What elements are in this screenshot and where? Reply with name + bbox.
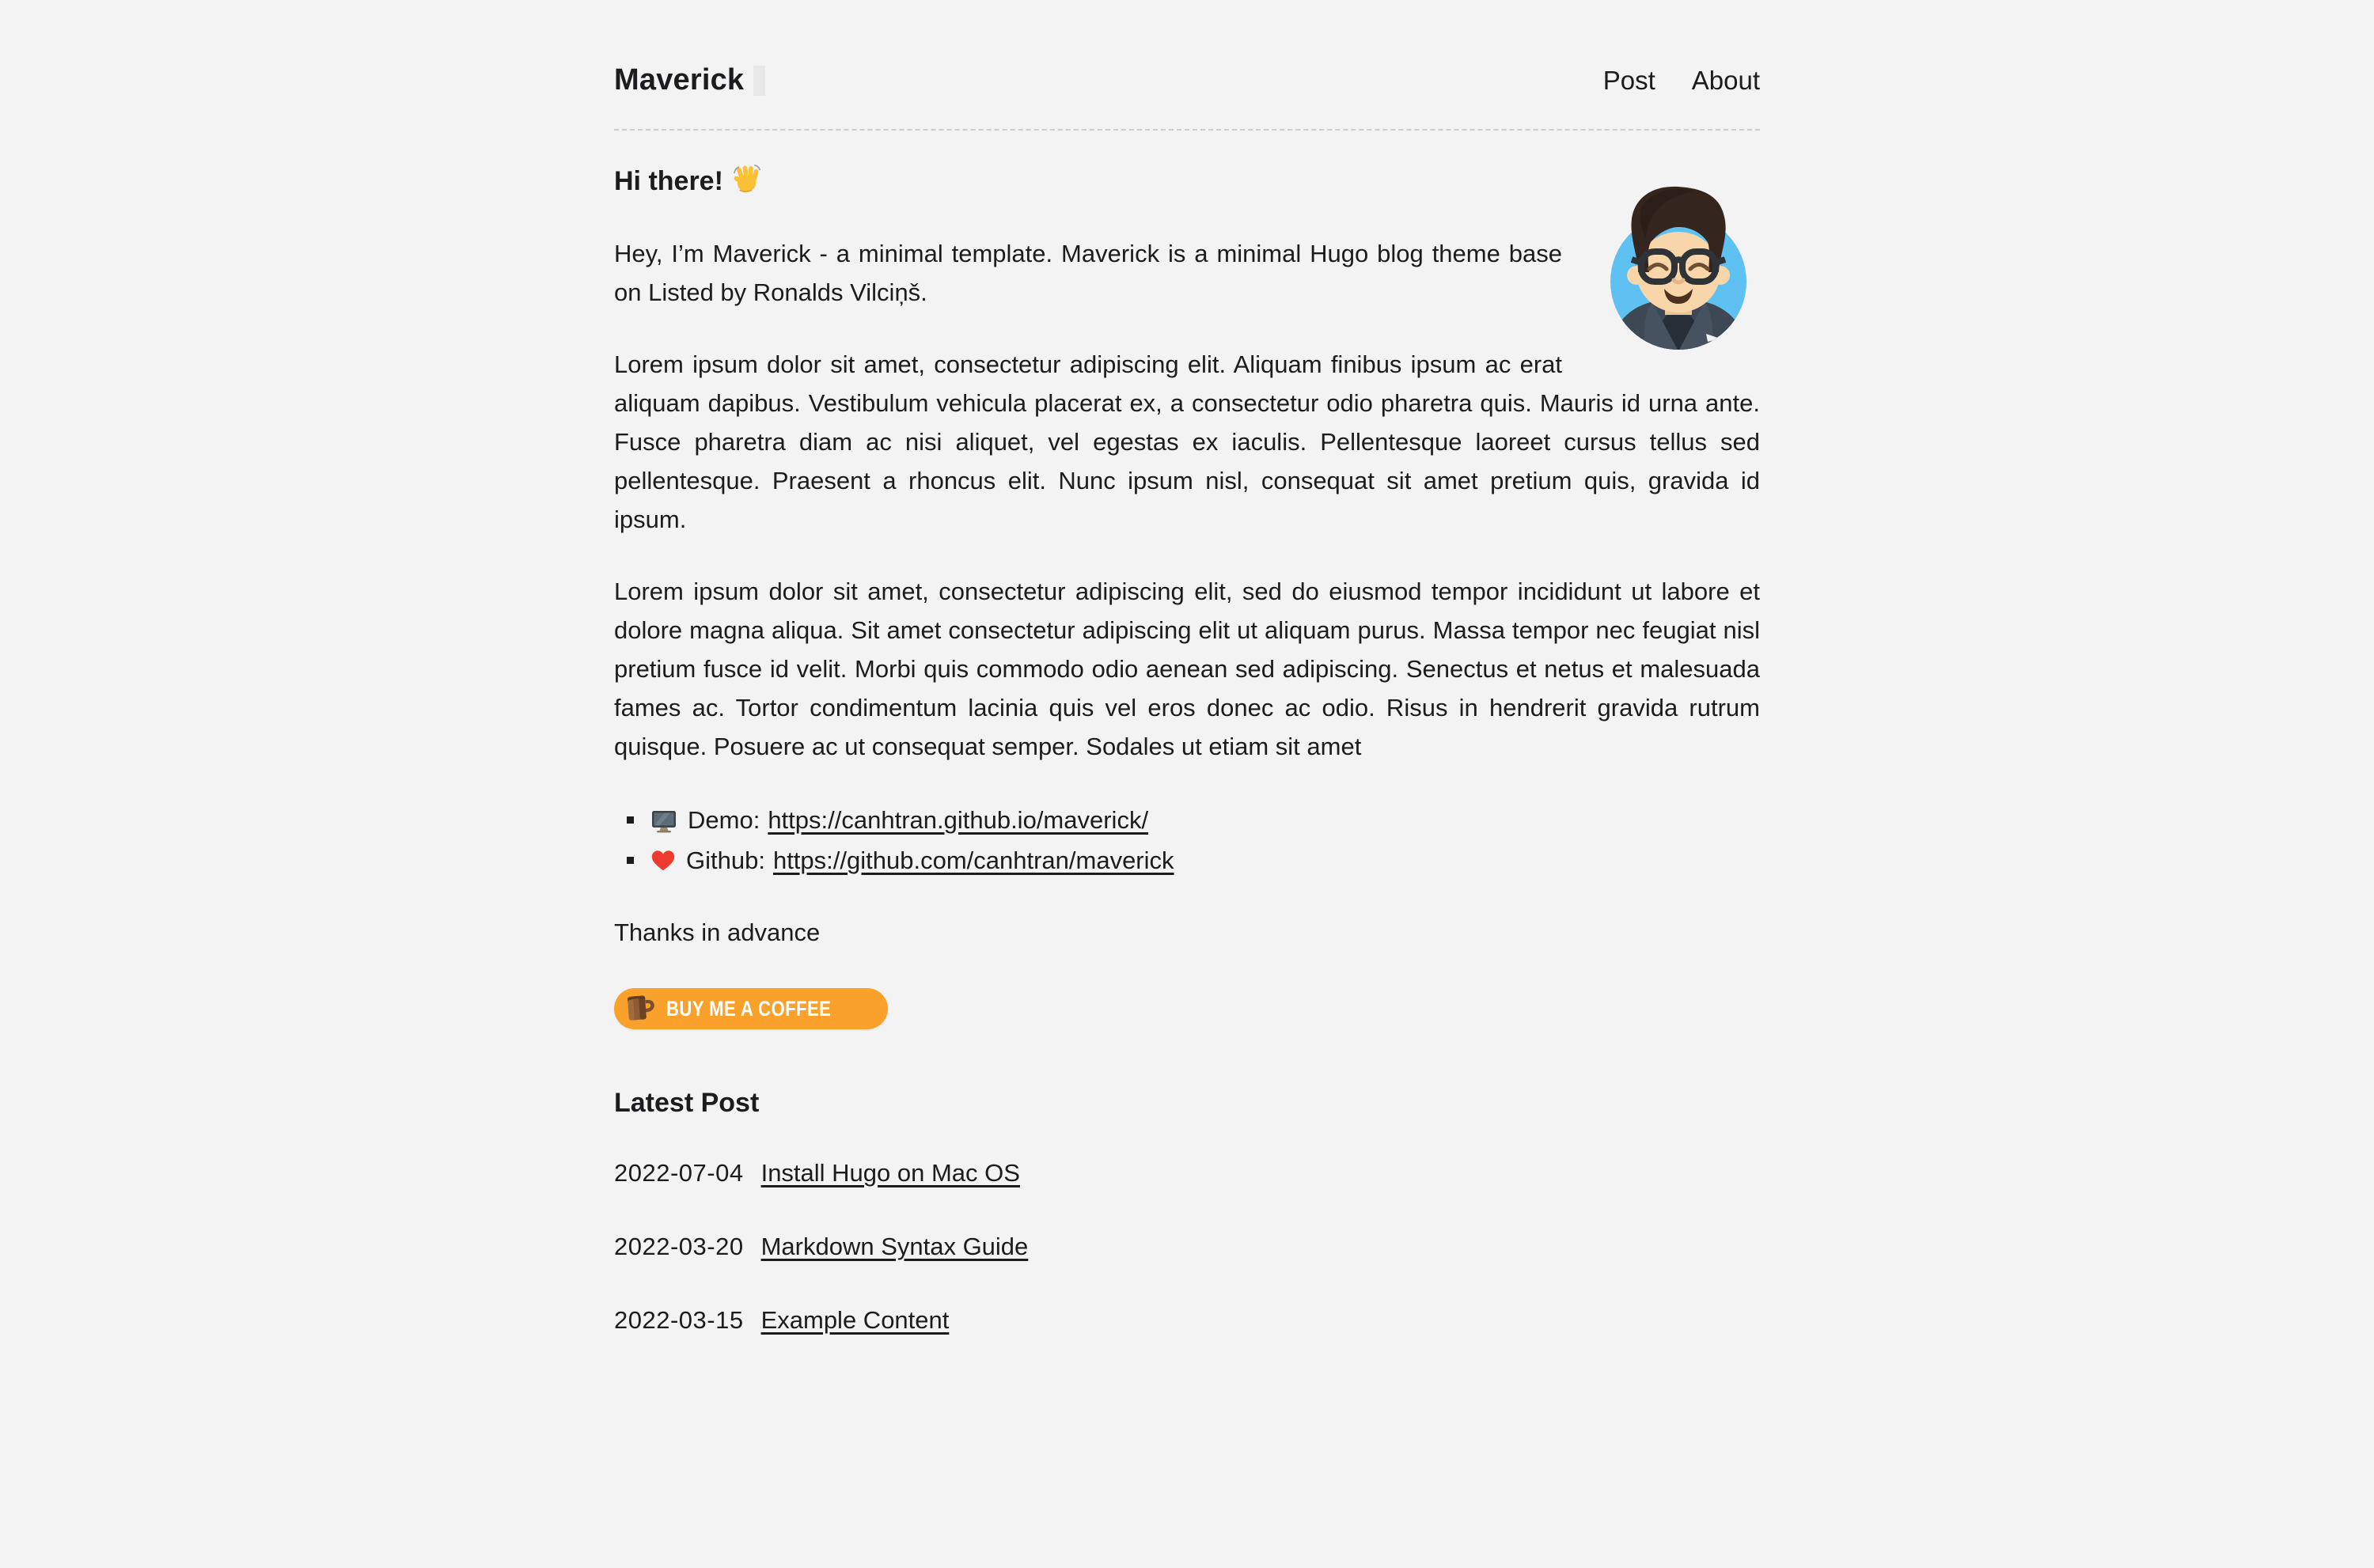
square-bullet-icon <box>627 816 634 824</box>
post-link[interactable]: Markdown Syntax Guide <box>760 1233 1029 1260</box>
site-title-text: Maverick <box>614 63 745 97</box>
post-date: 2022-03-15 <box>614 1306 744 1334</box>
coffee-button-label: BUY ME A COFFEE <box>666 996 832 1021</box>
post-date: 2022-03-20 <box>614 1233 744 1260</box>
resource-links-list <box>614 801 1760 880</box>
author-avatar <box>1597 201 1760 348</box>
coffee-mug-icon <box>622 993 658 1025</box>
link-label: Github: <box>686 846 765 874</box>
red-heart-icon <box>650 847 677 874</box>
square-bullet-icon <box>627 857 634 864</box>
post-row <box>614 1301 1760 1339</box>
greeting-text: Hi there! <box>614 166 723 196</box>
nav-link-about[interactable]: About <box>1691 65 1760 95</box>
post-link[interactable]: Install Hugo on Mac OS <box>760 1159 1020 1187</box>
list-item-github <box>627 841 1760 880</box>
greeting-heading <box>614 162 1760 201</box>
post-row <box>614 1227 1760 1266</box>
waving-hand-icon <box>731 162 763 201</box>
post-link[interactable]: Example Content <box>760 1306 950 1334</box>
intro-paragraph-1: Hey, I’m Maverick - a minimal template. Maverick is a minimal Hugo blog theme base on Listed by Ronalds Vilciņš. <box>614 240 1562 306</box>
cursor-block-icon <box>753 66 765 96</box>
github-link[interactable]: https://github.com/canhtran/maverick <box>772 846 1174 874</box>
thanks-text: Thanks in advance <box>614 918 821 946</box>
site-header <box>614 0 1760 131</box>
post-list <box>614 1153 1760 1339</box>
link-label: Demo: <box>688 806 760 834</box>
main-nav <box>1603 66 1760 96</box>
post-row <box>614 1153 1760 1192</box>
list-item-demo <box>627 801 1760 839</box>
intro-paragraph-2: Lorem ipsum dolor sit amet, consectetur adipiscing elit. Aliquam finibus ipsum ac erat aliquam dapibus. Vestibulum vehicula placerat ex, a consectetur odio pharetra quis. Mauris id urna ante. Fusce pharetra diam ac nisi aliquet, vel egestas ex iaculis. Pellentesque laoreet cursus tellus sed pellentesque. Praesent a rhoncus elit. Nunc ipsum nisl, consequat sit amet pretium quis, gravida id ipsum. <box>614 350 1760 533</box>
nav-link-post[interactable]: Post <box>1602 65 1655 95</box>
desktop-computer-icon <box>650 806 678 835</box>
intro-paragraph-3: Lorem ipsum dolor sit amet, consectetur adipiscing elit, sed do eiusmod tempor incididunt ut labore et dolore magna aliqua. Sit amet consectetur adipiscing elit ut aliquam purus. Massa tempor nec feugiat nisl pretium fusce id velit. Morbi quis commodo odio aenean sed adipiscing. Senectus et netus et malesuada fames ac. Tortor condimentum lacinia quis vel eros donec ac odio. Risus in hendrerit gravida rutrum quisque. Posuere ac ut consequat semper. Sodales ut etiam sit amet <box>614 578 1760 760</box>
post-date: 2022-07-04 <box>614 1159 744 1187</box>
main-content <box>614 162 1760 1339</box>
demo-link[interactable]: https://canhtran.github.io/maverick/ <box>768 806 1149 834</box>
latest-post-heading: Latest Post <box>614 1088 760 1118</box>
site-title[interactable] <box>614 63 765 97</box>
buy-me-a-coffee-button[interactable] <box>614 988 888 1029</box>
page-container <box>614 0 1760 1339</box>
